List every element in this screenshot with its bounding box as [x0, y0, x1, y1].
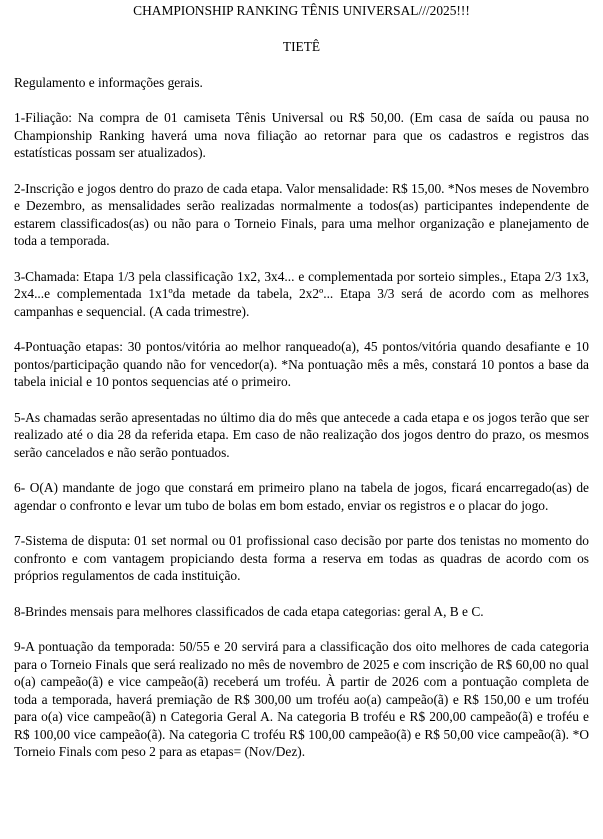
rule-5-schedule: 5-As chamadas serão apresentadas no último dia do mês que antecede a cada etapa e os jogos terão que ser realizado até o dia 28 da referida etapa. Em caso de não realização dos jogos dentro do prazo, os mesmos serão cancelados e não serão pontuados.: [14, 409, 589, 460]
rule-1-affiliation: 1-Filiação: Na compra de 01 camiseta Tênis Universal ou R$ 50,00. (Em casa de saída ou pausa no Championship Ranking haverá uma nova filiação ao retornar para que os cadastros e registros das estatísticas possam ser atualizados).: [14, 110, 589, 160]
rule-7-format: 7-Sistema de disputa: 01 set normal ou 01 profissional caso decisão por parte dos tenistas no momento do confronto e com vantagem propiciando desta forma a reserva em todas as quadras de acordo com os próprios regulamentos de cada instituição.: [14, 533, 589, 583]
rule-4-scoring: 4-Pontuação etapas: 30 pontos/vitória ao melhor ranqueado(a), 45 pontos/vitória quando desafiante e 10 pontos/participação quando não for vencedor(a). *Na pontuação mês a mês, constará 10 pontos a base da tabela inicial e 10 pontos sequencias até o primeiro.: [14, 339, 589, 389]
document-location: TIETÊ: [282, 39, 321, 54]
rule-2-registration: 2-Inscrição e jogos dentro do prazo de cada etapa. Valor mensalidade: R$ 15,00. *Nos meses de Novembro e Dezembro, as mensalidades serão realizadas normalmente a todos(as) participantes independente de estarem classificados(as) ou não para o Torneio Finals, para uma melhor organização e planejamento de toda a temporada.: [14, 180, 589, 248]
rule-8-prizes: 8-Brindes mensais para melhores classificados de cada etapa categorias: geral A, B e C.: [14, 603, 484, 619]
rule-9-season-scoring: 9-A pontuação da temporada: 50/55 e 20 servirá para a classificação dos oito melhores de cada categoria para o Torneio Finals que será realizado no mês de novembro de 2025 e com inscrição de R$ 60,00 no qual o(a) campeão(ã) e vice campeão(ã) receberá um troféu. À partir de 2026 com a pontuação completa de toda a temporada, haverá premiação de R$ 300,00 um troféu ao(a) campeão(ã) e R$ 150,00 e um troféu para o(a) vice campeão(ã) n Categoria Geral A. Na categoria B troféu e R$ 200,00 campeão(ã) e troféu e R$ 100,00 vice campeão(ã). Na categoria C troféu R$ 100,00 campeão(ã) e R$ 50,00 vice campeão(ã). *O Torneio Finals com peso 2 para as etapas= (Nov/Dez).: [14, 639, 589, 759]
rule-6-home-player: 6- O(A) mandante de jogo que constará em primeiro plano na tabela de jogos, ficará encarregado(as) de agendar o confronto e levar um tubo de bolas em bom estado, enviar os registros e o placar do jogo.: [14, 480, 589, 513]
document-intro: Regulamento e informações gerais.: [14, 75, 203, 90]
rule-3-call: 3-Chamada: Etapa 1/3 pela classificação 1x2, 3x4... e complementada por sorteio simples., Etapa 2/3 1x3, 2x4...e complementada 1x1ºda metade da tabela, 2x2º... Etapa 3/3 será de acordo com as melhores campanhas e sequencial. (A cada trimestre).: [14, 268, 589, 319]
document-title: CHAMPIONSHIP RANKING TÊNIS UNIVERSAL///2025!!!: [133, 3, 470, 18]
